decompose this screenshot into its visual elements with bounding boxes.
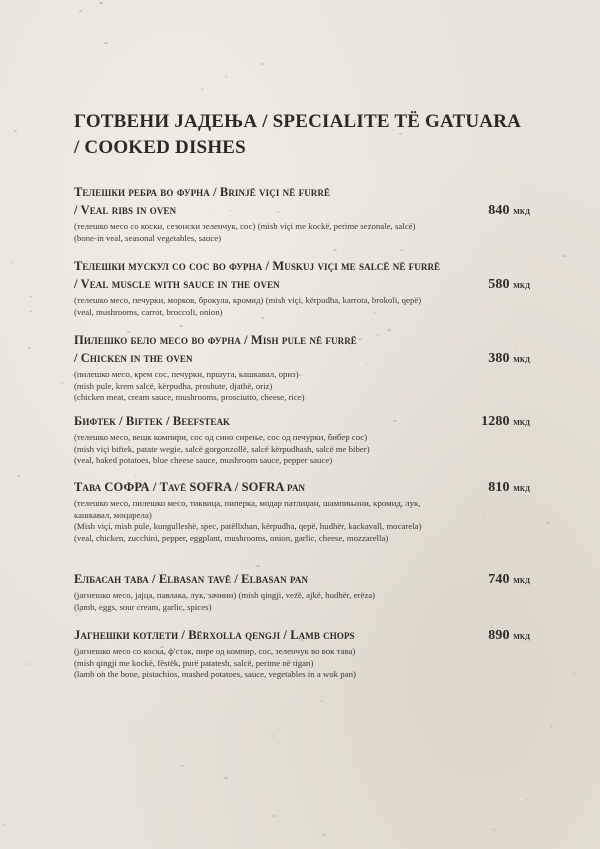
paper-speck	[499, 804, 501, 805]
paper-speck	[30, 296, 32, 297]
item-name-line-1: Пилешко бело месо во фурна / Mish pule në furrë	[74, 333, 357, 347]
paper-speck	[531, 479, 532, 480]
paper-speck	[75, 614, 79, 616]
paper-speck	[61, 382, 65, 384]
menu-item	[74, 626, 530, 681]
item-price: 810 мкд	[488, 480, 530, 495]
menu-item	[74, 570, 530, 613]
item-price: 740 мкд	[488, 572, 530, 587]
paper-speck	[17, 475, 20, 477]
item-description: (пилешко месо, крем сос, печурки, пршута, кашкавал, ориз) (mish pule, krem salcë, kërpudha, proshute, djathë, oriz) (chicken meat, cream sauce, mushrooms, prosciutto, cheese, rice)	[74, 369, 305, 402]
paper-speck	[2, 824, 5, 826]
paper-speck	[41, 136, 42, 137]
paper-speck	[550, 725, 553, 727]
paper-speck	[368, 83, 369, 84]
paper-speck	[181, 765, 184, 767]
item-name-row	[74, 478, 530, 498]
item-price: 840 мкд	[488, 203, 530, 218]
item-name-line-2: / Veal ribs in oven	[74, 203, 177, 217]
item-description: (телешко месо, пилешко месо, тиквица, пиперка, модар патлиџан, шампињони, кромид, лук, кашкавал, моцарела) (Mish viçi, mish pule, kungulleshë, spec, patëllxhan, kërpudha, qepë, hudhër, kackavall, mocarela) (veal, chicken, zucchini, pepper, eggplant, mushrooms, onion, garlic, cheese, mozzarella)	[74, 498, 422, 543]
paper-speck	[45, 742, 46, 743]
paper-speck	[571, 513, 573, 514]
paper-speck	[492, 829, 496, 831]
menu-item	[74, 478, 530, 544]
paper-speck	[418, 12, 419, 13]
paper-speck	[313, 795, 314, 796]
page-title	[74, 109, 544, 161]
item-name-line-2: / Chicken in the oven	[74, 351, 193, 365]
item-name-row	[74, 626, 530, 646]
paper-speck	[30, 311, 32, 312]
paper-speck	[261, 63, 265, 65]
menu-item	[74, 331, 530, 404]
paper-speck	[567, 273, 569, 274]
paper-speck	[323, 834, 326, 836]
paper-speck	[225, 76, 228, 78]
paper-speck	[101, 830, 103, 831]
paper-speck	[66, 276, 67, 277]
paper-speck	[104, 42, 108, 44]
item-name-line-1: Телешки мускул со сос во фурна / Muskuj viçi me salcë në furrë	[74, 259, 441, 273]
paper-speck	[38, 299, 39, 300]
page-title-line-2: / COOKED DISHES	[74, 137, 246, 158]
item-description: (телешко месо, вешк компири, сос од сино сирење, сос од печурки, бибер сос) (mish viçi biftek, patate wegie, salcë gorgonzollë, salcë kërpudhash, salcë me biber) (veal, baked potatoes, blue cheese sauce, mushroom sauce, pepper sauce)	[74, 432, 370, 465]
paper-speck	[319, 700, 323, 702]
paper-speck	[348, 557, 350, 558]
paper-speck	[575, 753, 576, 754]
item-name: Бифтек / Biftek / Beefsteak	[74, 414, 231, 428]
paper-speck	[28, 347, 31, 349]
paper-speck	[333, 249, 337, 251]
paper-speck	[268, 622, 270, 623]
paper-speck	[224, 777, 228, 779]
item-price: 890 мкд	[488, 628, 530, 643]
item-name-row	[74, 349, 530, 369]
paper-speck	[573, 673, 577, 675]
paper-speck	[392, 733, 393, 734]
paper-speck	[63, 418, 65, 419]
paper-speck	[390, 64, 392, 65]
paper-speck	[158, 806, 159, 807]
paper-speck	[185, 688, 187, 689]
item-price: 1280 мкд	[481, 414, 530, 429]
menu-item	[74, 412, 530, 467]
item-name-row	[74, 275, 530, 295]
paper-speck	[400, 249, 404, 251]
paper-speck	[201, 88, 204, 90]
paper-speck	[388, 6, 389, 7]
item-name: Тава СОФРА / Tavë SOFRA / SOFRA pan	[74, 480, 306, 494]
paper-speck	[256, 565, 260, 567]
paper-speck	[329, 20, 331, 21]
paper-speck	[14, 130, 17, 132]
item-description: (телешко месо со коски, сезонски зеленчук, сос) (mish viçi me kockë, perime sezonale, salcë) (bone-in veal, seasonal vegetables, sauce)	[74, 221, 416, 243]
paper-speck	[291, 472, 292, 473]
paper-speck	[142, 799, 143, 800]
paper-speck	[179, 325, 183, 327]
page-title-line-1: ГОТВЕНИ ЈАДЕЊА / SPECIALITE TË GATUARA	[74, 111, 522, 132]
paper-speck	[370, 72, 372, 73]
paper-speck	[564, 1, 566, 2]
item-price: 580 мкд	[488, 277, 530, 292]
item-name-row	[74, 201, 530, 221]
paper-speck	[11, 261, 14, 263]
item-name-row	[74, 412, 530, 432]
paper-speck	[546, 522, 550, 524]
paper-speck	[271, 735, 274, 737]
paper-speck	[563, 255, 567, 257]
paper-speck	[25, 663, 29, 665]
item-name-line-1: Телешки ребра во фурна / Brinjë viçi në furrë	[74, 185, 331, 199]
item-name: Јагнешки котлети / Bërxolla qengji / Lamb chops	[74, 628, 355, 642]
menu-item	[74, 183, 530, 244]
item-description: (телешко месо, печурки, морков, брокула, кромид) (mish viçi, kërpudha, karrota, brokoli, qepë) (veal, mushrooms, carrot, broccoli, onion)	[74, 295, 422, 317]
paper-speck	[362, 323, 363, 324]
paper-speck	[141, 745, 143, 746]
paper-speck	[0, 410, 2, 411]
paper-speck	[526, 799, 528, 800]
paper-speck	[272, 815, 276, 817]
paper-speck	[48, 121, 49, 122]
paper-speck	[196, 23, 197, 24]
paper-speck	[100, 31, 101, 32]
paper-speck	[267, 728, 269, 729]
item-name: Елбасан тава / Elbasan tavë / Elbasan pan	[74, 572, 309, 586]
item-description: (јагнешко месо со коска, ф'стак, пире од компир, сос, зеленчук во вок тава) (mish qingji me kockë, fëstëk, purë patatesh, salcë, perime në tigan) (lamb on the bone, pistachios, mashed potatoes, sauce, vegetables in a wok pan)	[74, 646, 356, 679]
paper-speck	[33, 216, 35, 217]
paper-speck	[260, 706, 262, 707]
paper-speck	[293, 43, 295, 44]
paper-speck	[529, 566, 531, 567]
item-price: 380 мкд	[488, 351, 530, 366]
paper-speck	[569, 433, 570, 434]
item-name-row	[74, 570, 530, 590]
paper-speck	[99, 2, 103, 4]
item-name-line-2: / Veal muscle with sauce in the oven	[74, 277, 280, 291]
paper-speck	[79, 10, 82, 12]
item-description: (јагнешко месо, јајца, павлака, лук, зачини) (mish qingji, vezë, ajkë, hudhër, erëza) (lamb, eggs, sour cream, garlic, spices)	[74, 590, 376, 612]
paper-speck	[174, 841, 175, 842]
menu-item	[74, 257, 530, 318]
paper-speck	[7, 206, 8, 207]
paper-speck	[109, 554, 110, 555]
